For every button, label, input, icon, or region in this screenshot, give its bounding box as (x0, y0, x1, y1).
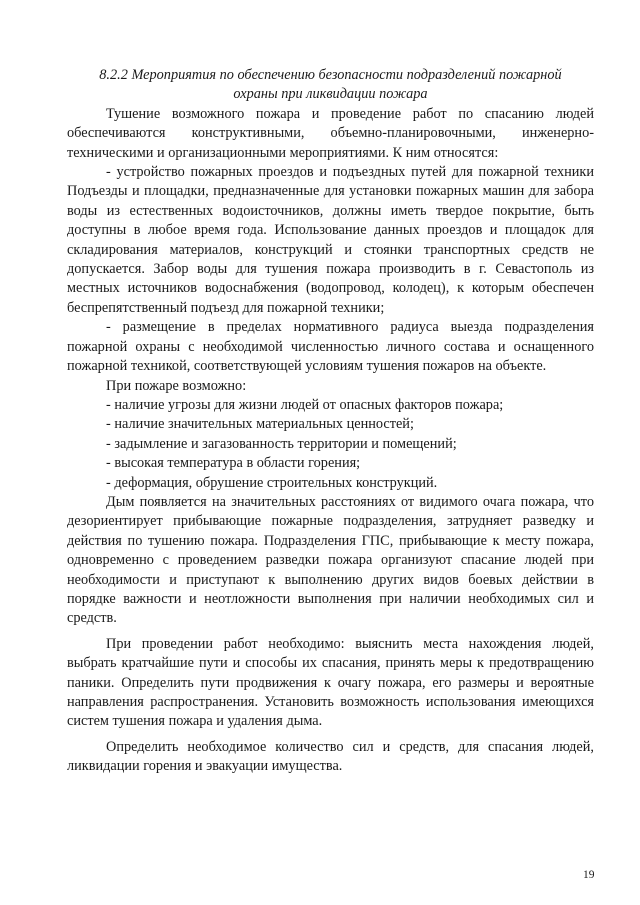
page-number: 19 (583, 869, 595, 881)
paragraph-intro: Тушение возможного пожара и проведение работ по спасанию людей обеспечиваются конструктивными, объемно-планировочными, инженерно-техническими и организационными мероприятиями. К ним относятся: (67, 105, 594, 161)
paragraph-smoke: Дым появляется на значительных расстояниях от видимого очага пожара, что дезориентирует прибывающие пожарные подразделения, затрудняет разведку и действия по тушению пожара. Подразделения ГПС, прибывающие к месту пожара, одновременно с проведением разведки пожара организуют спасание людей при необходимости и приступают к выполнению других видов боевых действии в порядке важности и неотложности выполнения при наличии необходимых сил и средств. (67, 493, 594, 627)
list-item: - деформация, обрушение строительных конструкций. (106, 474, 438, 491)
list-item: - задымление и загазованность территории и помещений; (106, 435, 457, 452)
paragraph-fire-units: - размещение в пределах нормативного радиуса выезда подразделения пожарной охраны с необходимой численностью личного состава и оснащенного пожарной техникой, соответствующей условиям тушения пожаров на объекте. (67, 319, 594, 375)
paragraph-fire-roads: - устройство пожарных проездов и подъездных путей для пожарной техники Подъезды и площадки, предназначенные для установки пожарных машин для забора воды из естественных водоисточников, должны иметь твердое покрытие, быть доступны в любое время года. Использование данных проездов и площадок для складирования материалов, конструкций и стоянки транспортных средств не допускается. Забор воды для тушения пожара производить в г. Севастополь из местных источников водоснабжения (водопровод, колодец), к которым обеспечен беспрепятственный подъезд для пожарной техники; (67, 164, 594, 316)
document-page (67, 66, 594, 777)
paragraph-forces: Определить необходимое количество сил и средств, для спасания людей, ликвидации горения и эвакуации имущества. (67, 738, 594, 775)
paragraph-work: При проведении работ необходимо: выяснить места нахождения людей, выбрать кратчайшие пути и способы их спасания, принять меры к предотвращению паники. Определить пути продвижения к очагу пожара, его размеры и вероятные направления распространения. Установить возможность использования имеющихся систем тушения пожара и удаления дыма. (67, 635, 594, 730)
list-item: - наличие значительных материальных ценностей; (106, 416, 414, 433)
hazard-list (67, 396, 594, 493)
list-item: - наличие угрозы для жизни людей от опасных факторов пожара; (106, 396, 504, 413)
section-heading: 8.2.2 Мероприятия по обеспечению безопасности подразделений пожарной охраны при ликвидации пожара (99, 67, 562, 103)
list-item: - высокая температура в области горения; (106, 455, 361, 472)
paragraph-possible: При пожаре возможно: (106, 377, 247, 394)
